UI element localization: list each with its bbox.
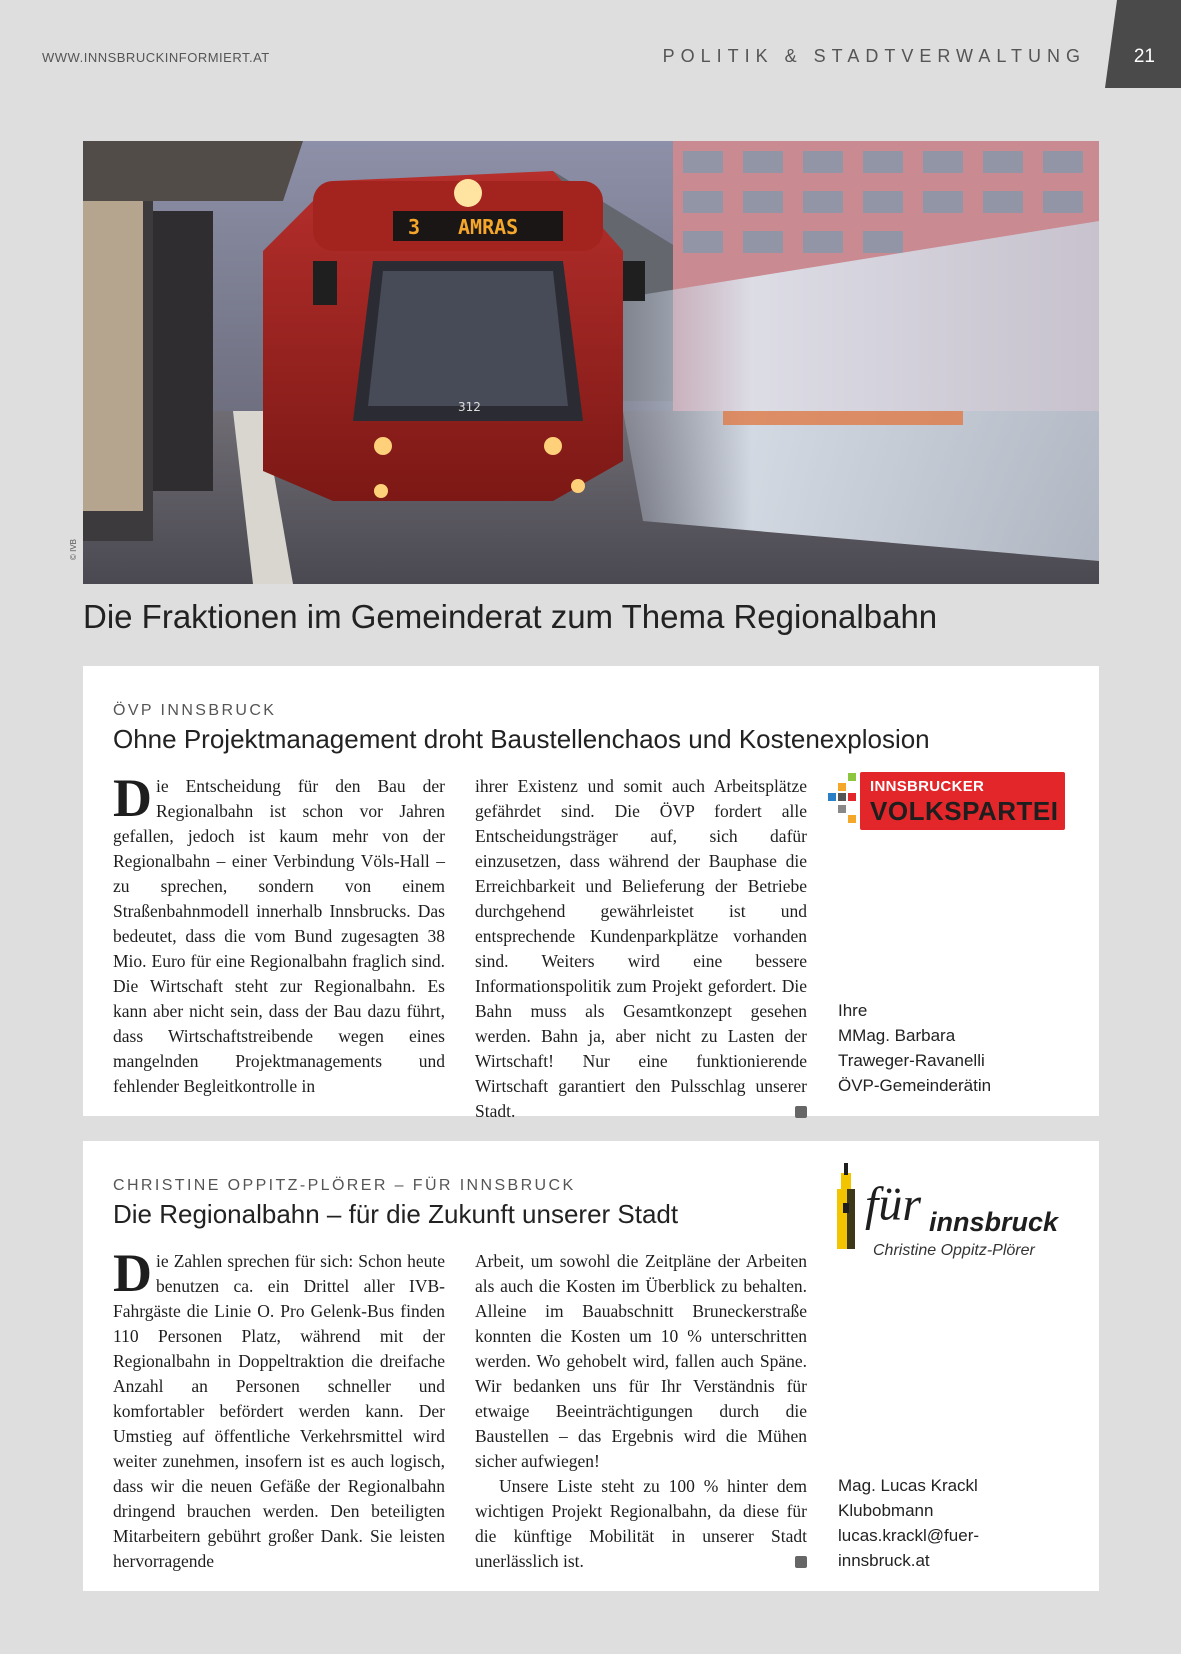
signature-line[interactable]: innsbruck.at	[838, 1551, 930, 1570]
site-url[interactable]: WWW.INNSBRUCKINFORMIERT.AT	[42, 50, 270, 65]
article-column-1	[113, 1243, 445, 1574]
signature-line: Ihre	[838, 1001, 868, 1020]
article-body: ie Zahlen sprechen für sich: Schon heute benutzen ca. ein Drittel aller IVB-Fahrgäste die Linie O. Pro Gelenk-Bus finden 110 Personen Platz, während mit der Regionalbahn in Doppeltraktion die dreifache Anzahl an Personen schneller und komfortabler befördert werden kann. Der Umstieg auf öffentliche Verkehrsmittel wird weiter zunehmen, insofern ist es auch logisch, dass wir die neuen Gefäße der Regionalbahn dringend brauchen werden. Den beteiligten Mitarbeitern gebührt großer Dank. Sie leisten hervorragende	[113, 1251, 445, 1571]
signature-line: ÖVP-Gemeinderätin	[838, 1076, 992, 1095]
signature-line[interactable]: lucas.krackl@fuer-	[838, 1526, 980, 1545]
logo-line-1: für	[865, 1178, 922, 1231]
article-column-2	[475, 1249, 807, 1574]
signature-line: MMag. Barbara	[838, 1026, 956, 1045]
page-tab	[1101, 0, 1181, 90]
signature-line: Klubobmann	[838, 1501, 934, 1520]
signature-line: Mag. Lucas Krackl	[838, 1476, 978, 1495]
drop-cap: D	[113, 768, 152, 828]
article-kicker: CHRISTINE OPPITZ-PLÖRER – FÜR INNSBRUCK	[113, 1177, 576, 1194]
section-title: POLITIK & STADTVERWALTUNG	[662, 46, 1086, 66]
tram-destination-display: AMRAS	[458, 215, 519, 239]
article-body: Arbeit, um sowohl die Zeitpläne der Arbeiten als auch die Kosten im Überblick zu behalten. Alleine im Bauabschnitt Bruneckerstraße konnten die Kosten um 10 % unterschritten werden. Wo gehobelt wird, fallen auch Späne. Wir bedanken uns für Ihr Verständnis für etwaige Beeinträchtigungen durch die Baustellen – das Ergebnis wird die Mühen sicher aufwiegen!	[475, 1251, 807, 1471]
article-oevp	[83, 666, 1099, 1121]
page-number: 21	[1133, 46, 1155, 67]
drop-cap: D	[113, 1243, 152, 1303]
article-column-2	[475, 774, 807, 1124]
article-body: ie Entscheidung für den Bau der Regionalbahn ist schon vor Jahren gefallen, jedoch ist kaum mehr von der Regionalbahn – einer Verbindung Völs-Hall – zu sprechen, sondern von einem Straßenbahnmodell innerhalb Innsbrucks. Das bedeutet, dass die vom Bund zugesagten 38 Mio. Euro für eine Regionalbahn fraglich sind. Die Wirtschaft steht zur Regionalbahn. Es kann aber nicht sein, dass der Bau dazu führt, dass Wirtschaftstreibende wegen eines mangelnden Projektmanagements und fehlender Begleitkontrolle in	[113, 776, 445, 1096]
article-fuer-innsbruck	[83, 1141, 1099, 1591]
logo-line-1: INNSBRUCKER	[870, 778, 985, 795]
signature-block	[838, 998, 991, 1098]
end-mark-icon	[795, 1106, 807, 1118]
signature-block	[838, 1473, 979, 1573]
article-column-1	[113, 768, 445, 1099]
tram-number: 312	[458, 400, 481, 414]
volkspartei-logo-box	[860, 772, 1065, 830]
logo-line-2: innsbruck	[929, 1207, 1059, 1237]
article-title: Die Regionalbahn – für die Zukunft unserer Stadt	[113, 1199, 679, 1229]
article-body: ihrer Existenz und somit auch Arbeitsplätze gefährdet sind. Die ÖVP fordert alle Entscheidungsträger auf, sich dafür einzusetzen, dass während der Bauphase die Erreichbarkeit und Belieferung der Betriebe durchgehend gewährleistet ist und entsprechende Kundenparkplätze vorhanden sind. Weiters wird eine bessere Informationspolitik zum Projekt gefordert. Die Bahn muss als Gesamtkonzept gesehen werden. Bahn ja, aber nicht zu Lasten der Wirtschaft! Nur eine funktionierende Wirtschaft garantiert den Pulsschlag unserer Stadt.	[475, 776, 807, 1121]
logo-line-2: VOLKSPARTEI	[870, 796, 1059, 826]
end-mark-icon	[795, 1556, 807, 1568]
signature-line: Traweger-Ravanelli	[838, 1051, 985, 1070]
logo-line-3: Christine Oppitz-Plörer	[873, 1242, 1035, 1259]
fuer-innsbruck-logo	[833, 1163, 1073, 1259]
tower-icon	[833, 1163, 863, 1249]
volkspartei-logo	[828, 771, 1068, 835]
page-headline: Die Fraktionen im Gemeinderat zum Thema Regionalbahn	[83, 598, 938, 635]
hero-photo	[83, 141, 1099, 584]
article-kicker: ÖVP INNSBRUCK	[113, 702, 277, 719]
photo-credit: © IVB	[69, 538, 78, 560]
article-body: Unsere Liste steht zu 100 % hinter dem wichtigen Projekt Regionalbahn, da diese für die künftige Mobilität in unserer Stadt unerlässlich ist.	[475, 1476, 807, 1571]
tram-line-display: 3	[408, 215, 421, 239]
article-title: Ohne Projektmanagement droht Baustellenchaos und Kostenexplosion	[113, 724, 930, 754]
